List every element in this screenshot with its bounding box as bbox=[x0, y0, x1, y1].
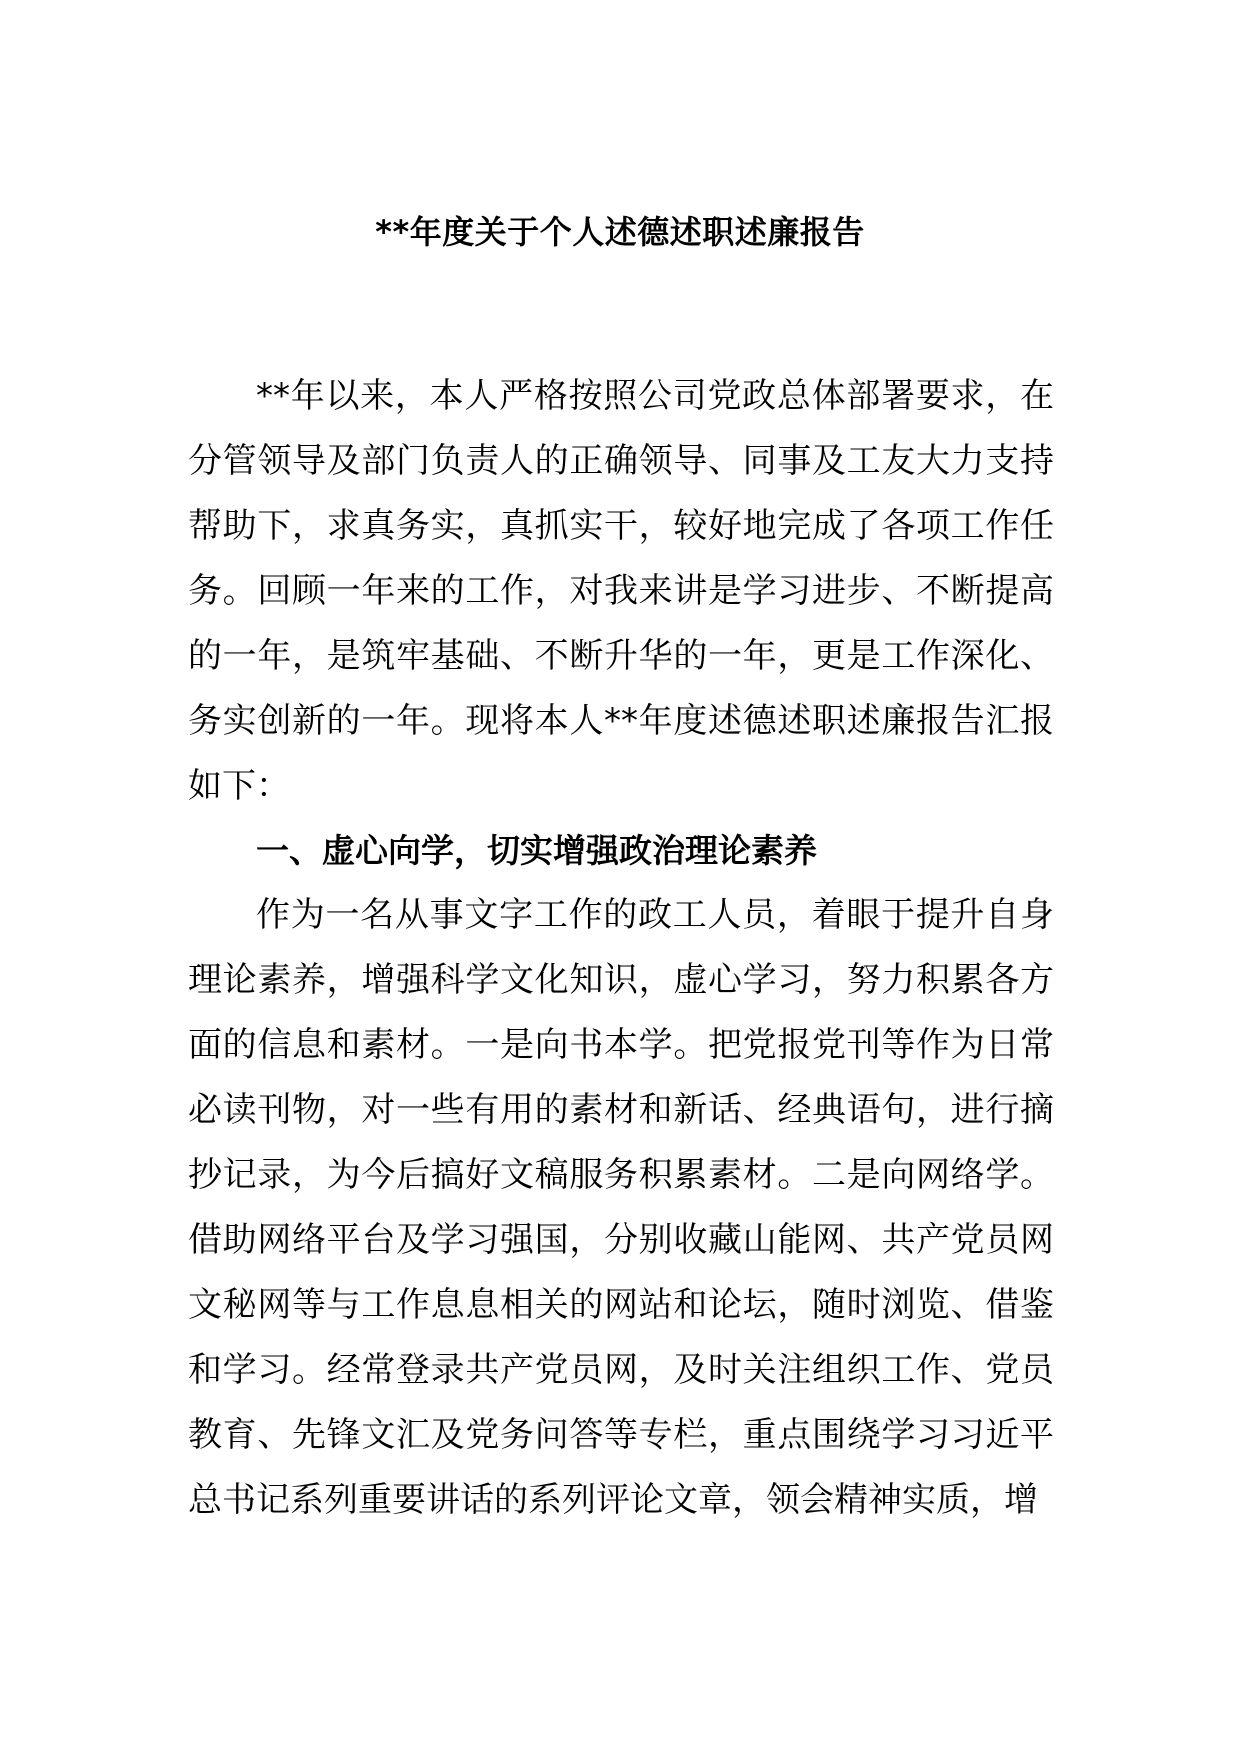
intro-paragraph: **年以来，本人严格按照公司党政总体部署要求，在分管领导及部门负责人的正确领导、同事及工友大力支持帮助下，求真务实，真抓实干，较好地完成了各项工作任务。回顾一年来的工作，对我来讲是学习进步、不断提高的一年，是筑牢基础、不断升华的一年，更是工作深化、务实创新的一年。现将本人**年度述德述职述廉报告汇报如下： bbox=[188, 376, 1054, 806]
section-heading-1: 一、虚心向学，切实增强政治理论素养 bbox=[256, 831, 817, 870]
document-title: **年度关于个人述德述职述廉报告 bbox=[375, 213, 865, 251]
section-paragraph-1: 作为一名从事文字工作的政工人员，着眼于提升自身理论素养，增强科学文化知识，虚心学习，努力积累各方面的信息和素材。一是向书本学。把党报党刊等作为日常必读刊物，对一些有用的素材和新话、经典语句，进行摘抄记录，为今后搞好文稿服务积累素材。二是向网络学。借助网络平台及学习强国，分别收藏山能网、共产党员网文秘网等与工作息息相关的网站和论坛，随时浏览、借鉴和学习。经常登录共产党员网，及时关注组织工作、党员教育、先锋文汇及党务问答等专栏，重点围绕学习习近平总书记系列重要讲话的系列评论文章，领会精神实质，增 bbox=[188, 895, 1054, 1520]
